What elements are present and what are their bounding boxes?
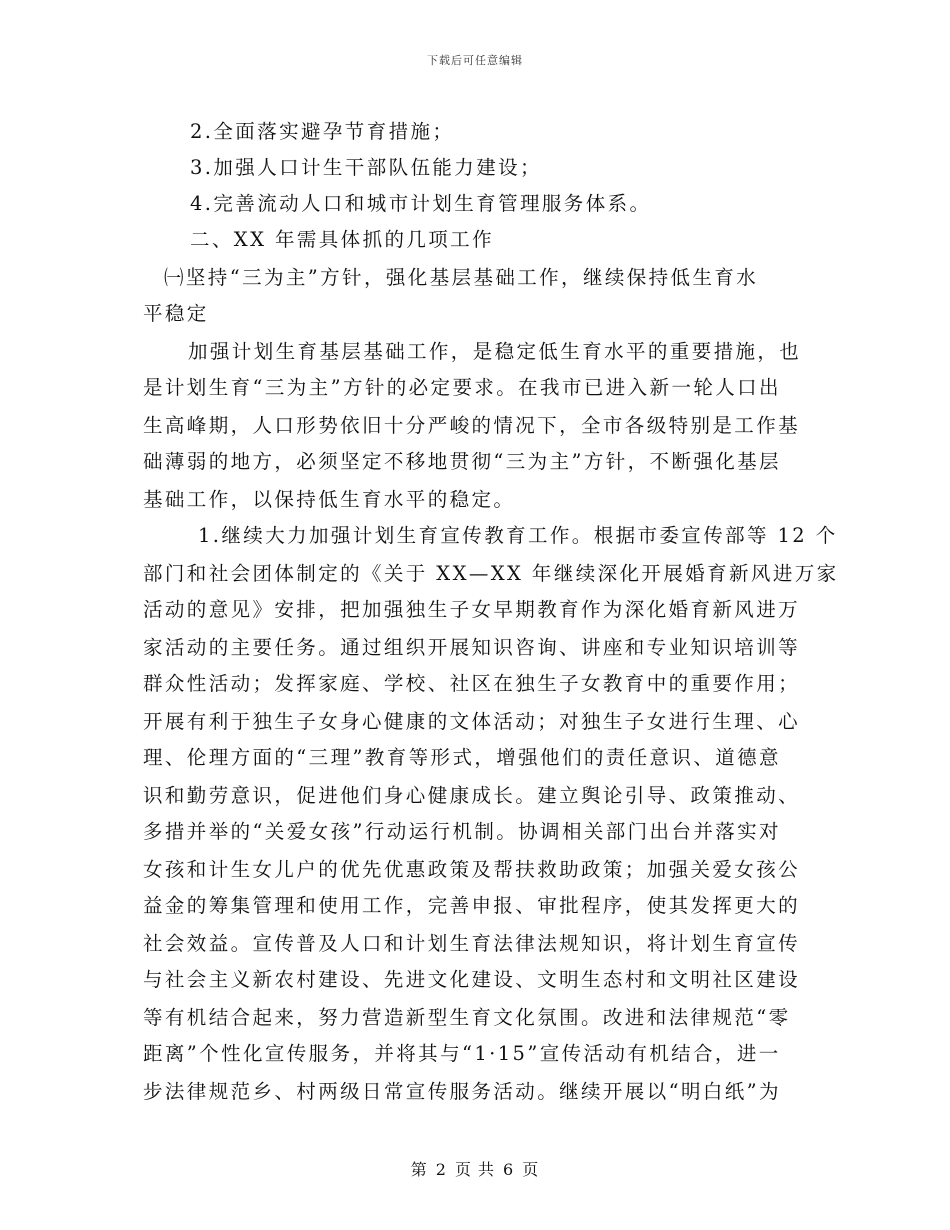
body-line: 生高峰期，人口形势依旧十分严峻的情况下，全市各级特别是工作基 bbox=[143, 414, 801, 437]
body-line: 多措并举的“关爱女孩”行动运行机制。协调相关部门出台并落实对 bbox=[143, 820, 781, 843]
footer-page-number: 2 bbox=[435, 1160, 447, 1179]
body-line: 识和勤劳意识，促进他们身心健康成长。建立舆论引导、政策推动、 bbox=[143, 784, 801, 807]
body-line: 基础工作，以保持低生育水平的稳定。 bbox=[143, 488, 516, 511]
section-heading: 二、XX 年需具体抓的几项工作 bbox=[190, 228, 494, 251]
body-line: 4.完善流动人口和城市计划生育管理服务体系。 bbox=[190, 192, 652, 215]
body-line: 益金的筹集管理和使用工作，完善申报、审批程序，使其发挥更大的 bbox=[143, 894, 801, 917]
body-line: 等有机结合起来，努力营造新型生育文化氛围。改进和法律规范“零 bbox=[143, 1006, 791, 1029]
body-line: 2.全面落实避孕节育措施； bbox=[190, 120, 455, 143]
body-line: 平稳定 bbox=[143, 302, 209, 325]
body-line: 群众性活动；发挥家庭、学校、社区在独生子女教育中的重要作用； bbox=[143, 672, 801, 695]
body-line: 家活动的主要任务。通过组织开展知识咨询、讲座和专业知识培训等 bbox=[143, 636, 801, 659]
body-line: 部门和社会团体制定的《关于 XX—XX 年继续深化开展婚育新风进万家 bbox=[143, 562, 839, 585]
body-line: 理、伦理方面的“三理”教育等形式，增强他们的责任意识、道德意 bbox=[143, 746, 781, 769]
footer-page-total: 6 bbox=[503, 1160, 515, 1179]
body-line: 与社会主义新农村建设、先进文化建设、文明生态村和文明社区建设 bbox=[143, 968, 801, 991]
body-line: 步法律规范乡、村两级日常宣传服务活动。继续开展以“明白纸”为 bbox=[143, 1080, 781, 1103]
page-header: 下载后可任意编辑 bbox=[427, 54, 523, 67]
body-line: 加强计划生育基层基础工作，是稳定低生育水平的重要措施，也 bbox=[188, 340, 802, 363]
body-line: 距离”个性化宣传服务，并将其与“1·15”宣传活动有机结合，进一 bbox=[143, 1042, 781, 1065]
body-line: 础薄弱的地方，必须坚定不移地贯彻“三为主”方针，不断强化基层 bbox=[143, 450, 781, 473]
body-line: 是计划生育“三为主”方针的必定要求。在我市已进入新一轮人口出 bbox=[143, 376, 781, 399]
body-line: 1.继续大力加强计划生育宣传教育工作。根据市委宣传部等 12 个 bbox=[198, 524, 838, 547]
body-line: 活动的意见》安排，把加强独生子女早期教育作为深化婚育新风进万 bbox=[143, 598, 801, 621]
page-footer bbox=[0, 1157, 950, 1180]
footer-suffix: 页 bbox=[522, 1160, 540, 1179]
footer-mid: 页 共 bbox=[454, 1160, 496, 1179]
body-line: 开展有利于独生子女身心健康的文体活动；对独生子女进行生理、心 bbox=[143, 710, 801, 733]
body-line: 女孩和计生女儿户的优先优惠政策及帮扶救助政策；加强关爱女孩公 bbox=[143, 858, 801, 881]
body-line: 社会效益。宣传普及人口和计划生育法律法规知识，将计划生育宣传 bbox=[143, 932, 801, 955]
footer-prefix: 第 bbox=[410, 1160, 428, 1179]
body-line: 3.加强人口计生干部队伍能力建设； bbox=[190, 156, 542, 179]
body-line: ㈠坚持“三为主”方针，强化基层基础工作，继续保持低生育水 bbox=[164, 266, 759, 289]
